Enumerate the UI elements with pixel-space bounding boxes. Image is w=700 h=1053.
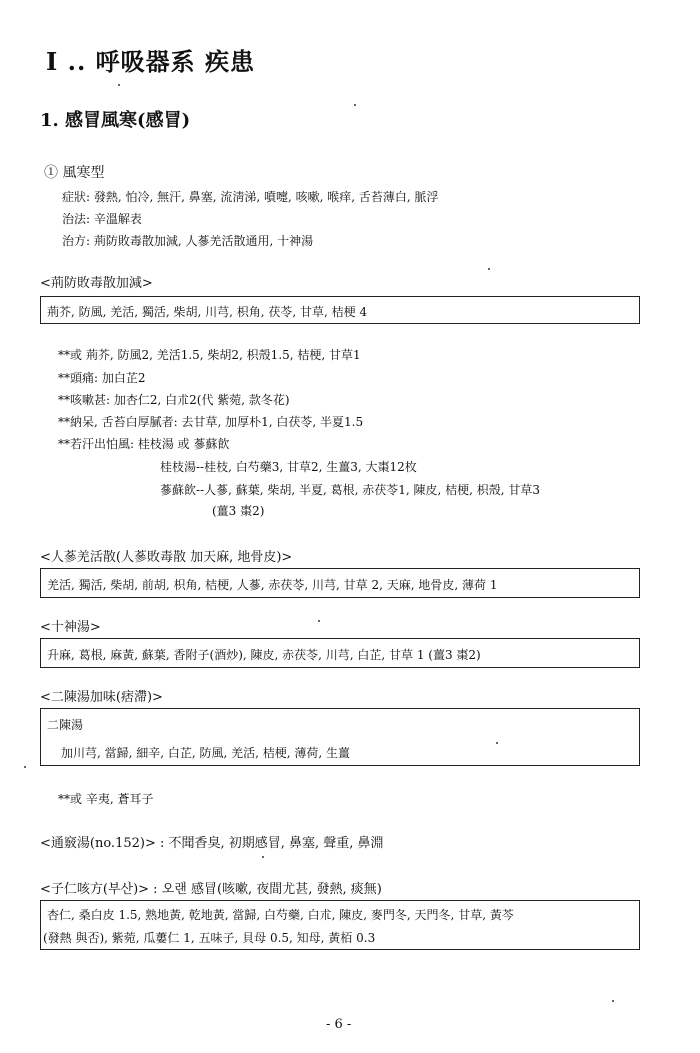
scan-speck <box>318 620 320 622</box>
formula-box <box>40 296 640 324</box>
formula-note: **或 辛夷, 蒼耳子 <box>58 792 154 806</box>
formula-box <box>40 568 640 598</box>
formula-box <box>40 900 640 950</box>
formula-box-text: 升麻, 葛根, 麻黃, 蘇葉, 香附子(酒炒), 陳皮, 赤茯苓, 川芎, 白芷, 甘草 1 (薑3 棗2) <box>47 648 481 662</box>
chapter-title: I .. 呼吸器系 疾患 <box>46 47 256 76</box>
formula-box-text: 加川芎, 當歸, 細辛, 白芷, 防風, 羌活, 桔梗, 薄荷, 生薑 <box>61 746 351 760</box>
formula-box-text: 荊芥, 防風, 羌活, 獨活, 柴胡, 川芎, 枳角, 茯苓, 甘草, 桔梗 4 <box>47 305 368 319</box>
formula-box-text: 杏仁, 桑白皮 1.5, 熟地黃, 乾地黃, 當歸, 白芍藥, 白朮, 陳皮, 麥門冬, 天門冬, 甘草, 黃芩 <box>47 908 514 922</box>
scan-speck <box>24 766 26 768</box>
subsection-title: ① 風寒型 <box>44 165 105 181</box>
formula-heading: <十神湯> <box>40 620 101 635</box>
formula-box <box>40 638 640 668</box>
treatment-method-line: 治法: 辛溫解表 <box>62 212 142 226</box>
scan-speck <box>496 742 498 744</box>
formula-heading: <二陳湯加味(痞滯)> <box>40 690 163 705</box>
prescription-line: 治方: 荊防敗毒散加減, 人蔘羌活散通用, 十神湯 <box>62 234 314 248</box>
formula-note: **或 荊芥, 防風2, 羌活1.5, 柴胡2, 枳殼1.5, 桔梗, 甘草1 <box>58 348 361 362</box>
formula-heading: <荊防敗毒散加減> <box>40 276 153 291</box>
scan-speck <box>612 1000 614 1002</box>
page-number: - 6 - <box>326 1017 352 1032</box>
formula-note: **若汗出怕風: 桂枝湯 或 蔘蘇飮 <box>58 437 230 451</box>
formula-heading: <人蔘羌活散(人蔘敗毒散 加天麻, 地骨皮)> <box>40 550 293 565</box>
formula-subnote: (薑3 棗2) <box>212 504 265 518</box>
formula-heading: <子仁咳方(부산)> : 오랜 感冒(咳嗽, 夜間尤甚, 發熱, 痰無) <box>40 882 382 897</box>
formula-subnote: 蔘蘇飮--人蔘, 蘇葉, 柴胡, 半夏, 葛根, 赤茯苓1, 陳皮, 桔梗, 枳殼, 甘草3 <box>160 483 541 497</box>
scan-speck <box>118 84 120 86</box>
formula-note: **納呆, 舌苔白厚膩者: 去甘草, 加厚朴1, 白茯苓, 半夏1.5 <box>58 415 364 429</box>
formula-box-text: 二陳湯 <box>47 718 84 732</box>
formula-note: **頭痛: 加白芷2 <box>58 371 146 385</box>
formula-box <box>40 708 640 766</box>
formula-box-text: 羌活, 獨活, 柴胡, 前胡, 枳角, 桔梗, 人蔘, 赤茯苓, 川芎, 甘草 2, 天麻, 地骨皮, 薄荷 1 <box>47 578 498 592</box>
formula-box-text: (發熱 與否), 紫菀, 瓜蔞仁 1, 五味子, 貝母 0.5, 知母, 黃栢 0.3 <box>43 931 376 945</box>
formula-note: **咳嗽甚: 加杏仁2, 白朮2(代 紫菀, 款冬花) <box>58 393 290 407</box>
scan-speck <box>354 104 356 106</box>
scan-speck <box>262 856 264 858</box>
symptoms-line: 症狀: 發熱, 怕冷, 無汗, 鼻塞, 流淸涕, 噴嚏, 咳嗽, 喉痒, 舌苔薄白, 脈浮 <box>62 190 439 204</box>
section-title: 1. 感冒風寒(感冒) <box>40 110 191 131</box>
formula-subnote: 桂枝湯--桂枝, 白芍藥3, 甘草2, 生薑3, 大棗12枚 <box>160 460 417 474</box>
formula-heading: <通竅湯(no.152)> : 不聞香臭, 初期感冒, 鼻塞, 聲重, 鼻淵 <box>40 836 384 851</box>
scan-speck <box>488 268 490 270</box>
